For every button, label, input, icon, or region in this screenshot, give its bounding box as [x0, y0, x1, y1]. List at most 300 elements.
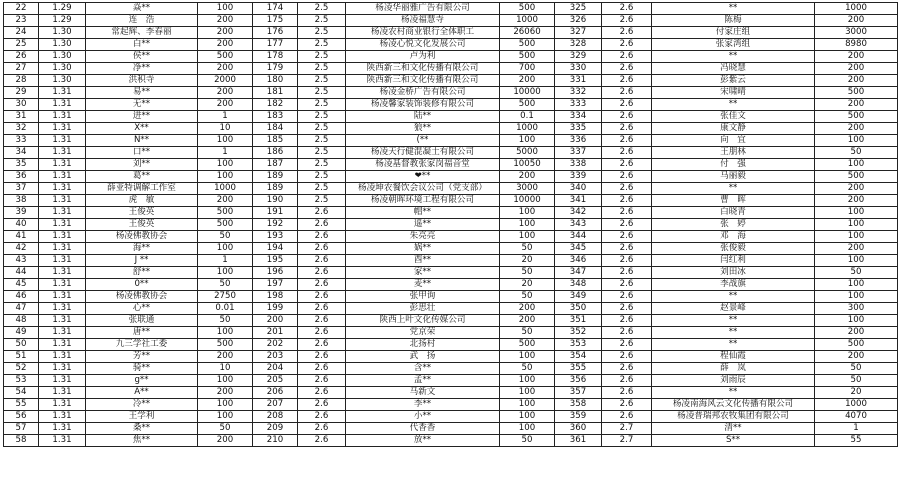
cell-donor-name: ❤**: [346, 171, 500, 183]
cell-date: 2.6: [602, 171, 652, 183]
cell-amount: 200: [500, 303, 555, 315]
cell-amount: 200: [815, 195, 898, 207]
cell-row-number: 44: [4, 267, 39, 279]
cell-donor-name: J **: [86, 255, 198, 267]
cell-amount: 500: [500, 339, 555, 351]
cell-amount: 100: [815, 255, 898, 267]
cell-amount: 200: [815, 351, 898, 363]
cell-date: 2.6: [602, 387, 652, 399]
cell-amount: 4070: [815, 411, 898, 423]
cell-amount: 100: [500, 135, 555, 147]
cell-row-number: 338: [555, 159, 602, 171]
cell-amount: 1000: [500, 15, 555, 27]
table-row: [4, 183, 898, 195]
cell-date: 2.6: [602, 159, 652, 171]
cell-date: 2.6: [602, 63, 652, 75]
cell-donor-name: 冯晓慧: [652, 63, 815, 75]
cell-amount: 500: [198, 207, 253, 219]
cell-amount: 500: [198, 339, 253, 351]
table-row: [4, 291, 898, 303]
cell-amount: 500: [815, 87, 898, 99]
cell-date: 2.6: [602, 15, 652, 27]
cell-amount: 100: [815, 279, 898, 291]
cell-row-number: 204: [253, 363, 298, 375]
cell-amount: 200: [815, 183, 898, 195]
cell-date: 1.31: [39, 255, 86, 267]
cell-donor-name: 李**: [346, 399, 500, 411]
cell-row-number: 354: [555, 351, 602, 363]
cell-donor-name: 杨凌福慧寺: [346, 15, 500, 27]
cell-date: 1.30: [39, 51, 86, 63]
cell-amount: 200: [815, 51, 898, 63]
cell-row-number: 43: [4, 255, 39, 267]
cell-amount: 500: [815, 339, 898, 351]
cell-date: 2.5: [298, 75, 346, 87]
cell-row-number: 358: [555, 399, 602, 411]
cell-row-number: 55: [4, 399, 39, 411]
table-row: [4, 387, 898, 399]
cell-donor-name: 唐**: [86, 327, 198, 339]
cell-date: 1.31: [39, 291, 86, 303]
cell-donor-name: 舒**: [86, 267, 198, 279]
cell-amount: 10000: [500, 87, 555, 99]
cell-row-number: 336: [555, 135, 602, 147]
cell-donor-name: **: [652, 339, 815, 351]
cell-amount: 700: [500, 63, 555, 75]
cell-row-number: 35: [4, 159, 39, 171]
cell-date: 2.6: [298, 243, 346, 255]
table-row: [4, 39, 898, 51]
cell-date: 2.5: [298, 27, 346, 39]
cell-donor-name: 宋啸晴: [652, 87, 815, 99]
table-row: [4, 147, 898, 159]
table-row: [4, 363, 898, 375]
cell-date: 1.31: [39, 243, 86, 255]
cell-donor-name: 海**: [86, 243, 198, 255]
cell-row-number: 57: [4, 423, 39, 435]
cell-row-number: 328: [555, 39, 602, 51]
cell-date: 2.6: [602, 147, 652, 159]
cell-donor-name: 陕西新三和文化传播有限公司: [346, 75, 500, 87]
cell-row-number: 180: [253, 75, 298, 87]
cell-row-number: 175: [253, 15, 298, 27]
cell-amount: 50: [815, 267, 898, 279]
cell-donor-name: 骑**: [86, 363, 198, 375]
cell-date: 1.31: [39, 399, 86, 411]
cell-donor-name: 薛 岚: [652, 363, 815, 375]
table-row: [4, 159, 898, 171]
cell-amount: 100: [815, 219, 898, 231]
cell-amount: 1000: [198, 183, 253, 195]
cell-amount: 500: [815, 171, 898, 183]
cell-row-number: 206: [253, 387, 298, 399]
cell-donor-name: 康文静: [652, 123, 815, 135]
cell-amount: 200: [198, 195, 253, 207]
cell-amount: 100: [500, 219, 555, 231]
table-row: [4, 87, 898, 99]
cell-row-number: 337: [555, 147, 602, 159]
cell-donor-name: 娲**: [346, 243, 500, 255]
cell-donor-name: 马丽毅: [652, 171, 815, 183]
cell-row-number: 24: [4, 27, 39, 39]
cell-amount: 50: [815, 147, 898, 159]
cell-amount: 8980: [815, 39, 898, 51]
cell-donor-name: 薛亚特调解工作室: [86, 183, 198, 195]
cell-donor-name: 放**: [346, 435, 500, 447]
cell-row-number: 189: [253, 183, 298, 195]
cell-donor-name: 代香香: [346, 423, 500, 435]
cell-row-number: 201: [253, 327, 298, 339]
cell-donor-name: 杨凌基督教张家岗福音堂: [346, 159, 500, 171]
cell-amount: 300: [815, 303, 898, 315]
cell-row-number: 189: [253, 171, 298, 183]
cell-row-number: 325: [555, 3, 602, 15]
cell-date: 1.31: [39, 267, 86, 279]
cell-amount: 200: [815, 123, 898, 135]
cell-row-number: 194: [253, 243, 298, 255]
table-row: [4, 303, 898, 315]
cell-date: 1.31: [39, 123, 86, 135]
cell-amount: 200: [500, 75, 555, 87]
cell-amount: 200: [815, 63, 898, 75]
cell-row-number: 351: [555, 315, 602, 327]
cell-amount: 0.1: [500, 111, 555, 123]
cell-date: 2.6: [298, 315, 346, 327]
table-row: [4, 267, 898, 279]
cell-donor-name: 狼**: [346, 123, 500, 135]
cell-date: 2.6: [602, 363, 652, 375]
cell-amount: 200: [815, 243, 898, 255]
cell-row-number: 58: [4, 435, 39, 447]
cell-date: 1.31: [39, 207, 86, 219]
cell-date: 2.6: [602, 87, 652, 99]
cell-donor-name: 焱**: [86, 3, 198, 15]
cell-amount: 1000: [815, 399, 898, 411]
cell-date: 2.6: [602, 243, 652, 255]
cell-donor-name: A**: [86, 387, 198, 399]
cell-date: 2.6: [602, 27, 652, 39]
cell-row-number: 196: [253, 267, 298, 279]
cell-amount: 100: [198, 399, 253, 411]
cell-row-number: 29: [4, 87, 39, 99]
cell-amount: 200: [815, 15, 898, 27]
cell-donor-name: 向 宜: [652, 135, 815, 147]
cell-donor-name: 杨凌佛教协会: [86, 231, 198, 243]
table-row: [4, 423, 898, 435]
cell-donor-name: 王学利: [86, 411, 198, 423]
cell-donor-name: 进**: [86, 111, 198, 123]
cell-row-number: 359: [555, 411, 602, 423]
cell-row-number: 46: [4, 291, 39, 303]
cell-date: 2.6: [298, 207, 346, 219]
cell-date: 2.6: [298, 411, 346, 423]
cell-amount: 100: [500, 411, 555, 423]
cell-row-number: 181: [253, 87, 298, 99]
cell-row-number: 28: [4, 75, 39, 87]
donation-table: [3, 2, 898, 447]
cell-date: 2.6: [298, 219, 346, 231]
cell-row-number: 207: [253, 399, 298, 411]
cell-date: 2.5: [298, 15, 346, 27]
cell-date: 2.6: [298, 339, 346, 351]
cell-amount: 100: [198, 243, 253, 255]
cell-date: 1.31: [39, 315, 86, 327]
cell-row-number: 357: [555, 387, 602, 399]
cell-amount: 50: [500, 435, 555, 447]
cell-amount: 200: [815, 327, 898, 339]
cell-row-number: 339: [555, 171, 602, 183]
cell-row-number: 56: [4, 411, 39, 423]
cell-amount: 500: [500, 99, 555, 111]
cell-donor-name: 口**: [86, 147, 198, 159]
cell-date: 1.30: [39, 63, 86, 75]
cell-date: 1.31: [39, 231, 86, 243]
cell-date: 2.6: [298, 255, 346, 267]
cell-row-number: 183: [253, 111, 298, 123]
cell-date: 2.5: [298, 63, 346, 75]
cell-row-number: 184: [253, 123, 298, 135]
table-body: [4, 3, 898, 447]
cell-row-number: 340: [555, 183, 602, 195]
cell-date: 1.31: [39, 411, 86, 423]
cell-row-number: 33: [4, 135, 39, 147]
cell-amount: 10000: [500, 195, 555, 207]
cell-row-number: 191: [253, 207, 298, 219]
cell-row-number: 199: [253, 303, 298, 315]
cell-date: 1.31: [39, 183, 86, 195]
cell-donor-name: 陈梅: [652, 15, 815, 27]
cell-date: 2.6: [298, 387, 346, 399]
cell-row-number: 327: [555, 27, 602, 39]
cell-donor-name: 陆**: [346, 111, 500, 123]
cell-donor-name: 遥**: [346, 219, 500, 231]
cell-row-number: 187: [253, 159, 298, 171]
cell-amount: 26060: [500, 27, 555, 39]
cell-donor-name: 净**: [86, 63, 198, 75]
cell-row-number: 353: [555, 339, 602, 351]
cell-donor-name: 含**: [346, 363, 500, 375]
cell-row-number: 205: [253, 375, 298, 387]
cell-donor-name: 侯**: [86, 51, 198, 63]
cell-row-number: 48: [4, 315, 39, 327]
cell-donor-name: 卢为利: [346, 51, 500, 63]
cell-amount: 200: [815, 99, 898, 111]
cell-donor-name: 刘**: [86, 159, 198, 171]
cell-date: 1.31: [39, 303, 86, 315]
cell-amount: 100: [500, 423, 555, 435]
cell-donor-name: 彭紫云: [652, 75, 815, 87]
cell-date: 2.6: [298, 291, 346, 303]
table-row: [4, 315, 898, 327]
cell-donor-name: 曹 晖: [652, 195, 815, 207]
table-row: [4, 411, 898, 423]
cell-date: 2.6: [602, 3, 652, 15]
cell-amount: 50: [500, 267, 555, 279]
cell-row-number: 209: [253, 423, 298, 435]
cell-row-number: 343: [555, 219, 602, 231]
cell-row-number: 54: [4, 387, 39, 399]
cell-date: 2.6: [602, 183, 652, 195]
cell-amount: 50: [815, 375, 898, 387]
cell-amount: 100: [500, 399, 555, 411]
table-row: [4, 435, 898, 447]
cell-row-number: 331: [555, 75, 602, 87]
cell-amount: 200: [198, 63, 253, 75]
table-row: [4, 3, 898, 15]
cell-date: 2.5: [298, 123, 346, 135]
cell-amount: 100: [500, 207, 555, 219]
cell-donor-name: 虎 敏: [86, 195, 198, 207]
cell-amount: 20: [500, 255, 555, 267]
cell-row-number: 49: [4, 327, 39, 339]
cell-donor-name: 张 婷: [652, 219, 815, 231]
cell-amount: 2750: [198, 291, 253, 303]
cell-date: 2.6: [298, 231, 346, 243]
cell-date: 1.31: [39, 375, 86, 387]
cell-row-number: 193: [253, 231, 298, 243]
cell-row-number: 39: [4, 207, 39, 219]
cell-amount: 50: [198, 315, 253, 327]
table-row: [4, 243, 898, 255]
cell-donor-name: 杨凌农村商业银行全体职工: [346, 27, 500, 39]
cell-amount: 100: [500, 387, 555, 399]
cell-amount: 50: [500, 327, 555, 339]
cell-amount: 5000: [500, 147, 555, 159]
cell-amount: 50: [500, 291, 555, 303]
cell-donor-name: 张甲询: [346, 291, 500, 303]
cell-date: 2.6: [602, 303, 652, 315]
cell-amount: 200: [198, 351, 253, 363]
cell-donor-name: g**: [86, 375, 198, 387]
table-row: [4, 375, 898, 387]
cell-amount: 200: [198, 27, 253, 39]
cell-date: 1.31: [39, 339, 86, 351]
cell-amount: 1000: [815, 3, 898, 15]
cell-amount: 10050: [500, 159, 555, 171]
cell-row-number: 334: [555, 111, 602, 123]
cell-date: 2.7: [602, 435, 652, 447]
cell-donor-name: 武 扬: [346, 351, 500, 363]
cell-donor-name: 白**: [86, 39, 198, 51]
table-row: [4, 219, 898, 231]
cell-donor-name: 常起辉、李春丽: [86, 27, 198, 39]
cell-row-number: 200: [253, 315, 298, 327]
table-row: [4, 351, 898, 363]
cell-row-number: 208: [253, 411, 298, 423]
cell-row-number: 341: [555, 195, 602, 207]
cell-donor-name: 易**: [86, 87, 198, 99]
cell-row-number: 333: [555, 99, 602, 111]
cell-donor-name: 冷**: [86, 399, 198, 411]
cell-donor-name: **: [652, 291, 815, 303]
cell-row-number: 23: [4, 15, 39, 27]
cell-date: 1.31: [39, 279, 86, 291]
cell-date: 2.6: [602, 291, 652, 303]
cell-date: 2.6: [602, 75, 652, 87]
cell-donor-name: 陕西上叶文化传媒公司: [346, 315, 500, 327]
cell-date: 2.6: [602, 267, 652, 279]
cell-row-number: 178: [253, 51, 298, 63]
table-row: [4, 27, 898, 39]
cell-row-number: 47: [4, 303, 39, 315]
cell-row-number: 349: [555, 291, 602, 303]
cell-donor-name: 刘雨辰: [652, 375, 815, 387]
cell-row-number: 332: [555, 87, 602, 99]
cell-donor-name: 心**: [86, 303, 198, 315]
cell-donor-name: 连 浩: [86, 15, 198, 27]
cell-date: 1.30: [39, 75, 86, 87]
cell-date: 2.6: [602, 255, 652, 267]
cell-donor-name: 清**: [652, 423, 815, 435]
cell-amount: 100: [815, 207, 898, 219]
cell-donor-name: **: [652, 315, 815, 327]
cell-date: 1.31: [39, 159, 86, 171]
cell-amount: 200: [198, 99, 253, 111]
cell-donor-name: **: [652, 99, 815, 111]
cell-amount: 100: [198, 135, 253, 147]
cell-amount: 100: [815, 231, 898, 243]
cell-date: 2.6: [602, 99, 652, 111]
cell-donor-name: 孟**: [346, 375, 500, 387]
cell-date: 2.5: [298, 135, 346, 147]
cell-date: 2.6: [298, 279, 346, 291]
cell-donor-name: **: [652, 387, 815, 399]
cell-row-number: 182: [253, 99, 298, 111]
cell-row-number: 34: [4, 147, 39, 159]
cell-amount: 500: [815, 111, 898, 123]
cell-amount: 100: [198, 411, 253, 423]
cell-date: 2.6: [602, 219, 652, 231]
table-row: [4, 231, 898, 243]
cell-date: 1.31: [39, 387, 86, 399]
cell-date: 1.31: [39, 111, 86, 123]
cell-date: 1.31: [39, 87, 86, 99]
cell-row-number: 342: [555, 207, 602, 219]
cell-date: 2.5: [298, 99, 346, 111]
cell-date: 2.6: [298, 423, 346, 435]
cell-amount: 100: [198, 171, 253, 183]
cell-amount: 1: [198, 255, 253, 267]
cell-row-number: 186: [253, 147, 298, 159]
table-row: [4, 99, 898, 111]
cell-date: 2.5: [298, 159, 346, 171]
cell-row-number: 348: [555, 279, 602, 291]
cell-row-number: 41: [4, 231, 39, 243]
table-row: [4, 279, 898, 291]
cell-donor-name: 杨凌坤农餐饮会议公司（党支部）: [346, 183, 500, 195]
cell-donor-name: S**: [652, 435, 815, 447]
cell-row-number: 345: [555, 243, 602, 255]
cell-donor-name: 陕西新三和文化传播有限公司: [346, 63, 500, 75]
cell-row-number: 37: [4, 183, 39, 195]
cell-donor-name: 李战旗: [652, 279, 815, 291]
cell-row-number: 352: [555, 327, 602, 339]
cell-amount: 500: [198, 219, 253, 231]
cell-donor-name: 杨凌金桥广告有限公司: [346, 87, 500, 99]
cell-amount: 100: [198, 327, 253, 339]
cell-donor-name: 张俊毅: [652, 243, 815, 255]
cell-donor-name: 赵景峰: [652, 303, 815, 315]
cell-date: 2.5: [298, 39, 346, 51]
cell-row-number: 179: [253, 63, 298, 75]
table-row: [4, 399, 898, 411]
cell-date: 1.29: [39, 15, 86, 27]
cell-row-number: 360: [555, 423, 602, 435]
cell-date: 2.6: [298, 399, 346, 411]
cell-date: 1.31: [39, 327, 86, 339]
cell-donor-name: 白晓青: [652, 207, 815, 219]
cell-date: 2.6: [602, 351, 652, 363]
